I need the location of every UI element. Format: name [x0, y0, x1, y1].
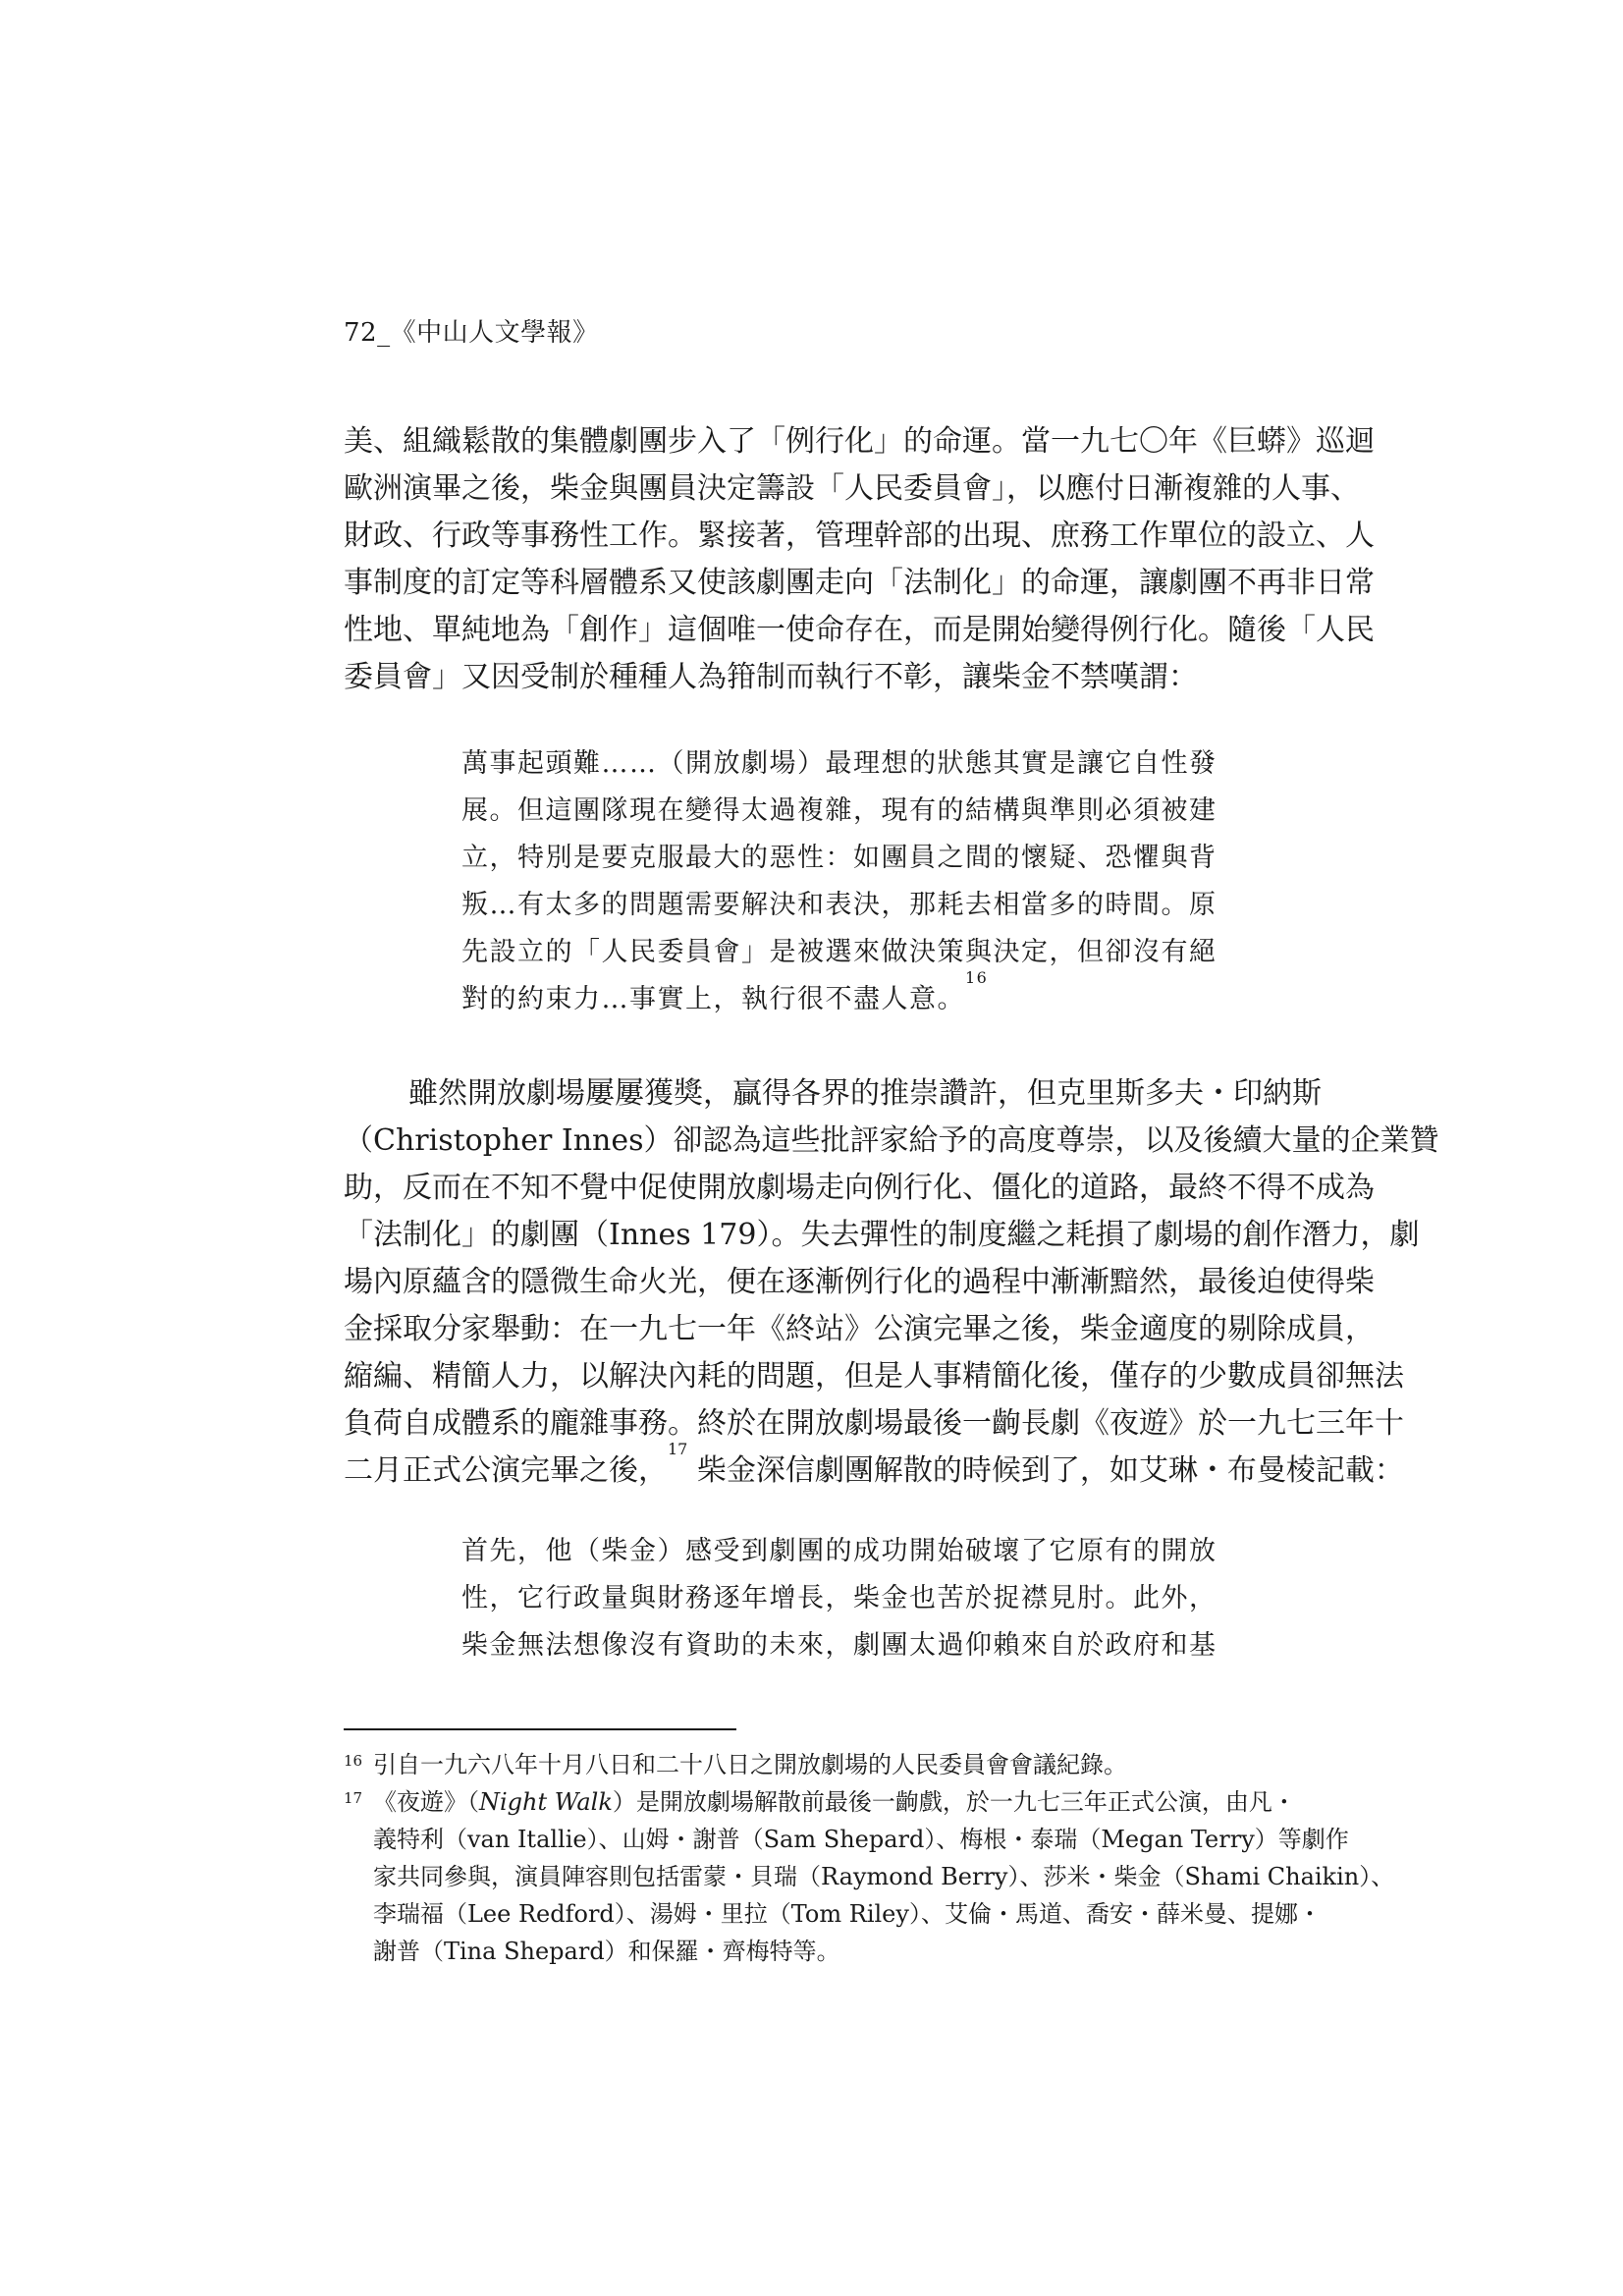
footnote-line: 義特利（van Itallie）、山姆・謝普（Sam Shepard）、梅根・泰瑞（Megan Terry）等劇作 [373, 1826, 1349, 1853]
paragraph-line: 美、組織鬆散的集體劇團步入了「例行化」的命運。當一九七〇年《巨蟒》巡迴 [344, 424, 1375, 459]
footnote-line [344, 1783, 1296, 1821]
running-header [344, 312, 599, 349]
paragraph-1 [344, 418, 1375, 701]
footnote-italic-title: Night Walk [479, 1788, 613, 1816]
quote-line: 柴金無法想像沒有資助的未來，劇團太過仰賴來自於政府和基 [461, 1630, 1217, 1661]
paragraph-text: 二月正式公演完畢之後， [344, 1453, 668, 1488]
quote-line: 首先，他（柴金）感受到劇團的成功開始破壞了它原有的開放 [461, 1536, 1217, 1566]
quote-line: 立，特別是要克服最大的惡性：如團員之間的懷疑、恐懼與背 [461, 843, 1217, 873]
quote-line: 萬事起頭難……（開放劇場）最理想的狀態其實是讓它自性發 [461, 748, 1217, 779]
quote-line: 展。但這團隊現在變得太過複雜，現有的結構與準則必須被建 [461, 795, 1217, 826]
footnote-ref-17[interactable]: 17 [668, 1440, 688, 1458]
quote-line: 性，它行政量與財務逐年增長，柴金也苦於捉襟見肘。此外， [461, 1583, 1217, 1613]
footnote-number: 17 [344, 1789, 363, 1807]
paragraph-2 [344, 1070, 1439, 1495]
paragraph-line: （Christopher Innes）卻認為這些批評家給予的高度尊崇，以及後續大量的企業贊 [344, 1123, 1439, 1158]
footnote-line: 謝普（Tina Shepard）和保羅・齊梅特等。 [373, 1938, 840, 1965]
footnote-16 [344, 1746, 1292, 1783]
header-separator: _ [377, 318, 391, 348]
paragraph-line: 助，反而在不知不覺中促使開放劇場走向例行化、僵化的道路，最終不得不成為 [344, 1171, 1375, 1205]
paragraph-text: 柴金深信劇團解散的時候到了，如艾琳・布曼棱記載： [696, 1453, 1404, 1488]
paragraph-line: 財政、行政等事務性工作。緊接著，管理幹部的出現、庶務工作單位的設立、人 [344, 519, 1375, 553]
paragraph-line-last [344, 1440, 1404, 1495]
footnote-line: 家共同參與，演員陣容則包括雷蒙・貝瑞（Raymond Berry）、莎米・柴金（Shami Chaikin）、 [373, 1863, 1395, 1890]
footnote-line [344, 1746, 1292, 1783]
footnote-ref-16[interactable]: 16 [965, 968, 989, 987]
footnote-17 [344, 1783, 1395, 1970]
paragraph-line: 「法制化」的劇團（Innes 179）。失去彈性的制度繼之耗損了劇場的創作潛力，劇 [344, 1218, 1420, 1252]
paragraph-line: 事制度的訂定等科層體系又使該劇團走向「法制化」的命運，讓劇團不再非日常 [344, 566, 1375, 600]
quote-line: 先設立的「人民委員會」是被選來做決策與決定，但卻沒有絕 [461, 937, 1217, 967]
footnote-text: 《夜遊》（ [373, 1788, 479, 1816]
paragraph-line: 委員會」又因受制於種種人為箝制而執行不彰，讓柴金不禁嘆謂： [344, 660, 1198, 694]
quote-text: 對的約束力…事實上，執行很不盡人意。 [461, 984, 965, 1014]
quote-line: 叛…有太多的問題需要解決和表決，那耗去相當多的時間。原 [461, 890, 1217, 920]
footnote-line: 李瑞福（Lee Redford）、湯姆・里拉（Tom Riley）、艾倫・馬道、喬安・薛米曼、提娜・ [373, 1900, 1322, 1928]
paragraph-line: 雖然開放劇場屢屢獲獎，贏得各界的推崇讚許，但克里斯多夫・印納斯 [408, 1076, 1322, 1111]
footnote-text: 引自一九六八年十月八日和二十八日之開放劇場的人民委員會會議紀錄。 [373, 1751, 1127, 1778]
paragraph-line: 金採取分家舉動：在一九七一年《終站》公演完畢之後，柴金適度的剔除成員， [344, 1312, 1375, 1346]
paragraph-line: 性地、單純地為「創作」這個唯一使命存在，而是開始變得例行化。隨後「人民 [344, 613, 1375, 647]
paragraph-line: 歐洲演畢之後，柴金與團員決定籌設「人民委員會」，以應付日漸複雜的人事、 [344, 471, 1360, 506]
block-quote-1 [461, 740, 1217, 1023]
quote-line-last [461, 968, 1208, 1023]
journal-title: 《中山人文學報》 [390, 318, 599, 348]
paragraph-line: 負荷自成體系的龐雜事務。終於在開放劇場最後一齣長劇《夜遊》於一九七三年十 [344, 1406, 1404, 1441]
paragraph-line: 縮編、精簡人力，以解決內耗的問題，但是人事精簡化後，僅存的少數成員卻無法 [344, 1359, 1404, 1394]
block-quote-2 [461, 1528, 1217, 1669]
footnote-divider [344, 1728, 736, 1730]
footnote-text: ）是開放劇場解散前最後一齣戲，於一九七三年正式公演，由凡・ [612, 1788, 1296, 1816]
page-number: 72 [344, 318, 378, 348]
paragraph-line: 場內原蘊含的隱微生命火光，便在逐漸例行化的過程中漸漸黯然，最後迫使得柴 [344, 1265, 1375, 1299]
footnotes [344, 1746, 1395, 1970]
footnote-number: 16 [344, 1752, 363, 1770]
